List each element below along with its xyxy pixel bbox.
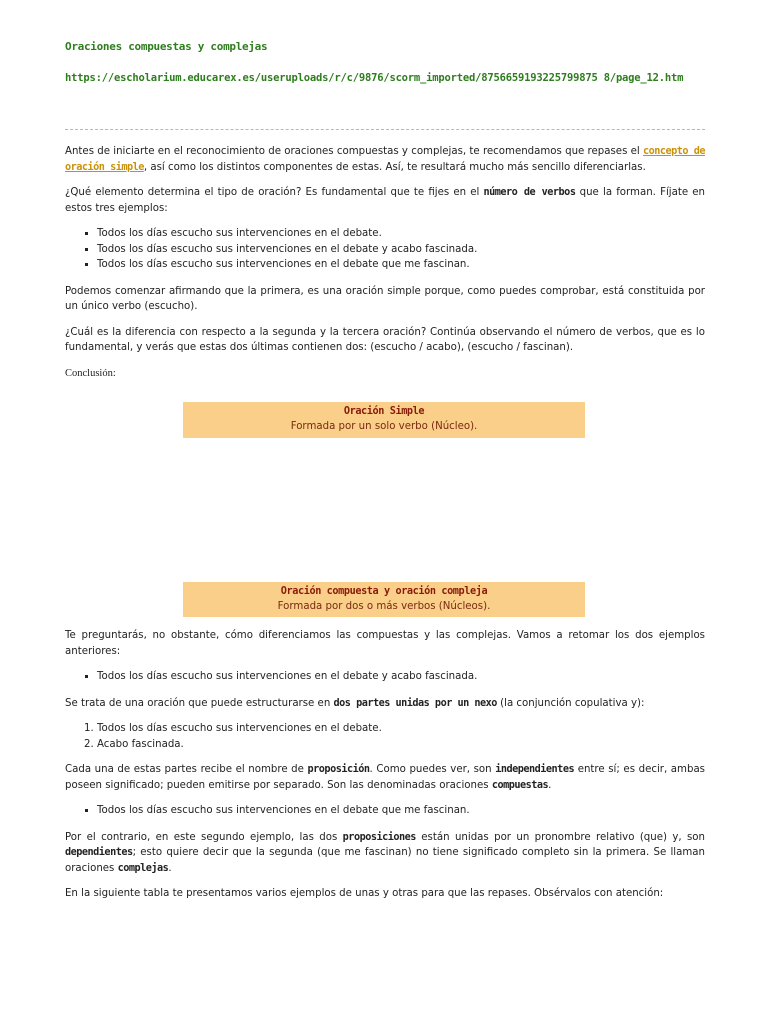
list-item: 2. Acabo fascinada. xyxy=(97,737,705,753)
list-item: 1. Todos los días escucho sus intervenciones en el debate. xyxy=(97,721,705,737)
conclusion-label: Conclusión: xyxy=(65,367,116,379)
box-title: Oración Simple xyxy=(343,406,425,417)
list-item: ▪ Todos los días escucho sus intervenciones en el debate que me fascinan. xyxy=(97,257,705,273)
proposition-paragraph: Cada una de estas partes recibe el nombre de proposición. Como puedes ver, son independientes entre sí; es decir, ambas poseen significado; pueden emitirse por separado. Son las denominadas oraciones compuestas. xyxy=(65,764,705,791)
parts-list xyxy=(65,721,705,752)
question2-paragraph: Te preguntarás, no obstante, cómo diferenciamos las compuestas y las complejas. Vamos a retomar los dos ejemplos anteriores: xyxy=(65,630,705,657)
complex-example-list xyxy=(65,803,705,819)
box-title: Oración compuesta y oración compleja xyxy=(280,586,488,597)
question-paragraph: ¿Qué elemento determina el tipo de oración? Es fundamental que te fijes en el número de verbos que la forman. Fíjate en estos tres ejemplos: xyxy=(65,187,705,214)
simple-sentence-link[interactable]: concepto de oración simple xyxy=(65,146,705,173)
source-url[interactable]: https://escholarium.educarex.es/useruploads/r/c/9876/scorm_imported/8756659193225799875 8/page_12.htm xyxy=(65,72,684,84)
divider xyxy=(65,129,705,130)
structure-paragraph: Se trata de una oración que puede estructurarse en dos partes unidas por un nexo (la conjunción copulativa y): xyxy=(65,697,645,709)
list-item: ▪ Todos los días escucho sus intervenciones en el debate que me fascinan. xyxy=(97,803,705,819)
list-item: ▪ Todos los días escucho sus intervenciones en el debate. xyxy=(97,226,705,242)
difference-paragraph: ¿Cuál es la diferencia con respecto a la segunda y la tercera oración? Continúa observando el número de verbos, que es lo fundamental, y verás que estas dos últimas contienen dos: (escucho / acabo), (escucho / fascinan). xyxy=(65,326,705,353)
examples-list xyxy=(65,226,705,273)
list-item: ▪ Todos los días escucho sus intervenciones en el debate y acabo fascinada. xyxy=(97,242,705,258)
complex-paragraph: Por el contrario, en este segundo ejemplo, las dos proposiciones están unidas por un pronombre relativo (que) y, son dependientes; esto quiere decir que la segunda (que me fascinan) no tiene significado completo sin la primera. Se llaman oraciones complejas. xyxy=(65,831,705,874)
content-bottom xyxy=(65,628,705,902)
box-subtitle: Formada por dos o más verbos (Núcleos). xyxy=(277,601,491,612)
document-title: Oraciones compuestas y complejas xyxy=(65,40,268,53)
compound-example-list xyxy=(65,669,705,685)
content-top xyxy=(65,144,705,381)
table-intro-paragraph: En la siguiente tabla te presentamos varios ejemplos de unas y otras para que las repases. Obsérvalos con atención: xyxy=(65,888,664,899)
simple-sentence-box xyxy=(183,402,585,438)
list-item: ▪ Todos los días escucho sus intervenciones en el debate y acabo fascinada. xyxy=(97,669,705,685)
compound-sentence-box xyxy=(183,582,585,617)
box-subtitle: Formada por un solo verbo (Núcleo). xyxy=(290,421,478,432)
simple-paragraph: Podemos comenzar afirmando que la primera, es una oración simple porque, como puedes comprobar, está constituida por un único verbo (escucho). xyxy=(65,285,705,312)
intro-paragraph: Antes de iniciarte en el reconocimiento de oraciones compuestas y complejas, te recomendamos que repases el concepto de oración simple, así como los distintos componentes de estas. Así, te resultará mucho más sencillo diferenciarlas. xyxy=(65,146,705,173)
